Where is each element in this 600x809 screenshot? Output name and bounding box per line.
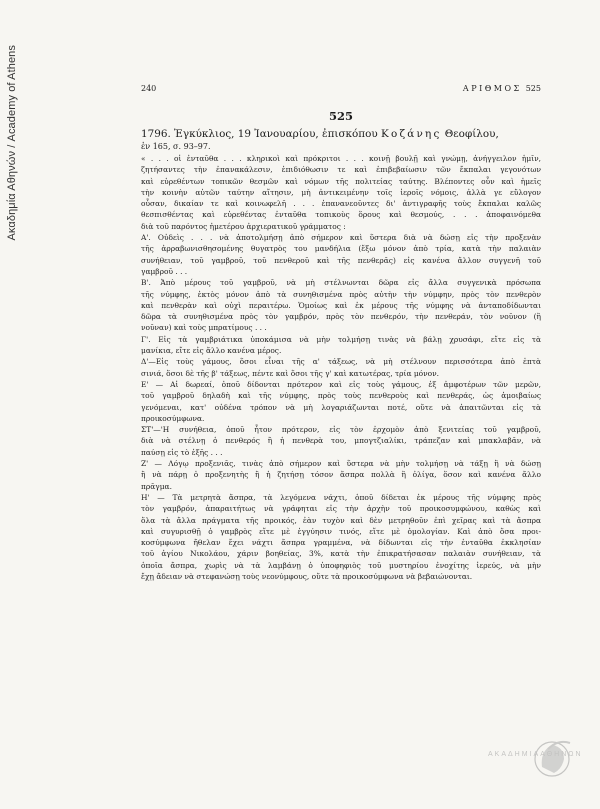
body-line: Δ'—Εἰς τοὺς γάμους, ὅσοι εἶναι τῆς α' τάξεως, νὰ μὴ στέλνουν περισσότερα ἀπὸ ἑπτὰ xyxy=(141,357,541,367)
body-line: ἢ νὰ πάρῃ ὁ προξενητὴς ἢ ἡ ζητήσῃ τόσον ἄσπρα πολλὰ ἢ ὀλίγα, ὅσον καὶ κανένα ἄλλο xyxy=(141,470,541,480)
body-line: δῶρα τὰ συνηθισμένα πρὸς τὸν γαμβρόν, πρὸς τὸν πενθερόν, τὴν πενθεράν, τὸν νοῦνον (ἢ xyxy=(141,312,541,322)
running-title xyxy=(463,84,541,93)
logo-text xyxy=(488,751,582,758)
body-line: Η' — Τὰ μετρητὰ ἄσπρα, τὰ λεγόμενα νάχτι, ὁποῦ δίδεται ἐκ μέρους τῆς νύμφης πρὸς xyxy=(141,492,541,502)
body-line: συνήθειαν, τοῦ γαμβροῦ, τοῦ πενθεροῦ καὶ τῆς πενθερᾶς) εἰς κανένα ἄλλον συγγενῆ τοῦ xyxy=(141,255,541,265)
vertical-watermark: Ακαδημία Αθηνών / Academy of Athens xyxy=(6,45,18,241)
running-title-text: ΑΡΙΘΜΟΣ xyxy=(462,84,522,93)
body-line: τῆς ἀρραβωνισθησομένης θυγατρὸς του μανδήλια (ἔξω μόνον ἀπὸ τρία, κατὰ τὴν παλαιὰν xyxy=(141,244,541,254)
source-reference: ἐν 165, σ. 93–97. xyxy=(141,142,211,151)
body-line: παύσῃ εἰς τὸ ἑξῆς . . . xyxy=(141,447,223,457)
body-line: τὸν γαμβρόν, ἀπαραιτήτως νὰ γράφηται εἰς τὴν ἀρχὴν τοῦ προικοσυμφώνου, καθὼς καὶ xyxy=(141,504,541,514)
body-line: τῆς νύμφης, ἐκτὸς μόνον ἀπὸ τὰ συνηθισμένα πρὸς αὐτὴν τὴν νύμφην, πρὸς τὸν πενθερὸν xyxy=(141,289,541,299)
body-line: ζητήσαντες τὴν ἐπανακάλεσιν, ἐπιδιόθωσιν τε καὶ ἐπιβεβαίωσιν τῶν ἔκπαλαι γεγονότων xyxy=(141,165,541,175)
document-body xyxy=(141,153,541,582)
body-line: ὅλα τὰ ἄλλα πράγματα τῆς προικός, ἐὰν τυχὸν καὶ δὲν μετρηθοῦν ἐπὶ χεῖρας καὶ τὰ ἄσπρα xyxy=(141,515,541,525)
body-line: καὶ εὑρεθέντων τοπικῶν θεσμῶν καὶ νόμων τῆς πολιτείας ταύτης. Βλέποντες οὖν καὶ ἡμεῖς xyxy=(141,176,541,186)
document-number: 525 xyxy=(328,109,353,123)
body-line: μανίκια, εἴτε εἰς ἄλλο κανένα μέρος. xyxy=(141,346,282,356)
body-line: γενόμεναι, κατ' οὐδένα τρόπον νὰ μὴ λογαριάζωνται ποτέ, οὔτε νὰ ἀπαιτῶνται εἰς τὰ xyxy=(141,402,541,412)
body-line: διὰ νὰ στέλνῃ ὁ πενθερός ἢ ἡ πενθερὰ του, μπογτζιαλίκι, τράπεζαν καὶ μπακλαβᾶν, νὰ xyxy=(141,436,541,446)
body-line: Γ'. Εἰς τὰ γαμβριάτικα ὑποκάμισα νὰ μὴν τολμήσῃ τινὰς νὰ βάλῃ χρυσάφι, εἴτε εἰς τὰ xyxy=(141,334,541,344)
body-line: καὶ πενθερὰν καὶ οὐχὶ περαιτέρω. Ὁμοίως καὶ ἐκ μέρους τῆς νύμφης νὰ ἀνταποδίδωνται xyxy=(141,300,541,310)
body-line: θεσπισθέντας καὶ εὑρεθέντας ἐνταῦθα τοπικοὺς ὅρους καὶ θεσμούς, . . . ἀποφαινόμεθα xyxy=(141,210,541,220)
heading-tail: Θεοφίλου, xyxy=(444,128,499,140)
logo-left-text: ΑΚΑΔΗΜΙΑ xyxy=(488,751,541,758)
body-line: ἔχῃ ἄδειαν νὰ στεφανώσῃ τοὺς νεονύμφους, οὔτε τὰ προικοσύμφωνα νὰ βεβαιώνονται. xyxy=(141,571,473,581)
logo-right-text: ΑΘΗΝΩΝ xyxy=(540,751,583,758)
body-line: ΣΤ'—'Η συνήθεια, ὁποῦ ἦτον πρότερον, εἰς τὸν ἐρχομὸν ἀπὸ ξενιτείας τοῦ γαμβροῦ, xyxy=(141,425,541,435)
body-line: τοῦ ἁγίου Νικολάου, χάριν βοηθείας, 3%, κατὰ τὴν ἐπικρατήσασαν παλαιὰν συνήθειαν, τὰ xyxy=(141,549,541,559)
academy-logo xyxy=(488,733,582,785)
page-number: 240 xyxy=(141,84,157,93)
page-content xyxy=(141,84,541,582)
heading-place: Κοζάνης xyxy=(381,128,442,140)
body-line: ὁποῖα ἄσπρα, χωρὶς νὰ τὰ λαμβάνῃ ὁ ὑποφηφιὸς τοῦ μυστηρίου ἐνοχίτης ἱερεύς, νὰ μὴν xyxy=(141,560,541,570)
body-line: νοῦναν) καὶ τοὺς μπρατίμους . . . xyxy=(141,323,267,333)
body-line: γαμβροῦ . . . xyxy=(141,266,188,276)
body-line: σινιά, ὅσοι δὲ τῆς β' τάξεως, πέντε καὶ ὅσοι τῆς γ' καὶ κατωτέρας, τρία μόνον. xyxy=(141,368,440,378)
body-line: τὴν κοινὴν αὐτῶν ταύτην αἴτησιν, μὴ ἀντικειμένην τοῖς ἱεροῖς νόμοις, ἀλλὰ γε εὔλογον xyxy=(141,187,541,197)
body-line: Α'. Οὐδεὶς . . . νὰ ἀποτολμήσῃ ἀπὸ σήμερον καὶ ὕστερα διὰ νὰ δώσῃ εἰς τὴν προξενὰν xyxy=(141,233,541,243)
body-line: Β'. Ἀπὸ μέρους τοῦ γαμβροῦ, νὰ μὴ στέλνωνται δῶρα εἰς ἄλλα συγγενικὰ πρόσωπα xyxy=(141,278,541,288)
body-line: τοῦ γαμβροῦ δηλαδὴ καὶ τῆς νύμφης, πρὸς τοὺς πενθεροὺς καὶ πενθεράς, ὡς ἀμοιβαίως xyxy=(141,391,541,401)
body-line: καὶ συγυρισθῇ ὁ γαμβρὸς εἴτε μὲ ἐγγύησιν τινός, εἴτε μὲ ὁμολογίαν. Καὶ ἀπὸ ὅσα προι- xyxy=(141,526,541,536)
body-line: πρᾶγμα. xyxy=(141,481,172,491)
body-line: διὰ τοῦ παρόντος ἡμετέρου ἀρχιερατικοῦ γράμματος : xyxy=(141,221,346,231)
body-line: Ε' — Αἱ δωρεαί, ὁποῦ δίδονται πρότερον καὶ εἰς τοὺς γάμους, ἐξ ἀμφοτέρων τῶν μερῶν, xyxy=(141,379,541,389)
body-line: Ζ' — Λόγῳ προξενιᾶς, τινὰς ἀπὸ σήμερον καὶ ὕστερα νὰ μὴν τολμήσῃ νὰ τάξῃ ἢ νὰ δώσῃ xyxy=(141,459,541,469)
body-line: οὖσαν, δικαίαν τε καὶ κοινωφελῆ . . . ἐπανανεοῦντες δι' ἀντιγραφῆς τοὺς ἔκπαλαι καλῶς xyxy=(141,199,541,209)
body-line: « . . . οἱ ἐνταῦθα . . . κληρικοὶ καὶ πρόκριτοι . . . κοινῇ βουλῇ καὶ γνώμῃ, ἀνήγγειλον ἡμῖν, xyxy=(141,154,541,163)
body-line: προικοσύμφωνα. xyxy=(141,413,205,423)
document-heading xyxy=(141,128,541,140)
running-number: 525 xyxy=(525,84,541,93)
heading-lead: 1796. Ἐγκύκλιος, 19 Ἰανουαρίου, ἐπισκόπου xyxy=(141,128,378,140)
running-head xyxy=(141,84,541,93)
helmet-emblem-icon xyxy=(488,733,582,785)
body-line: κοσύμφωνα ἤθελαν ἔχει νάχτι ἄσπρα γραμμένα, νὰ δίδωνται εἰς τὴν ἐνταῦθα ἐκκλησίαν xyxy=(141,538,541,548)
